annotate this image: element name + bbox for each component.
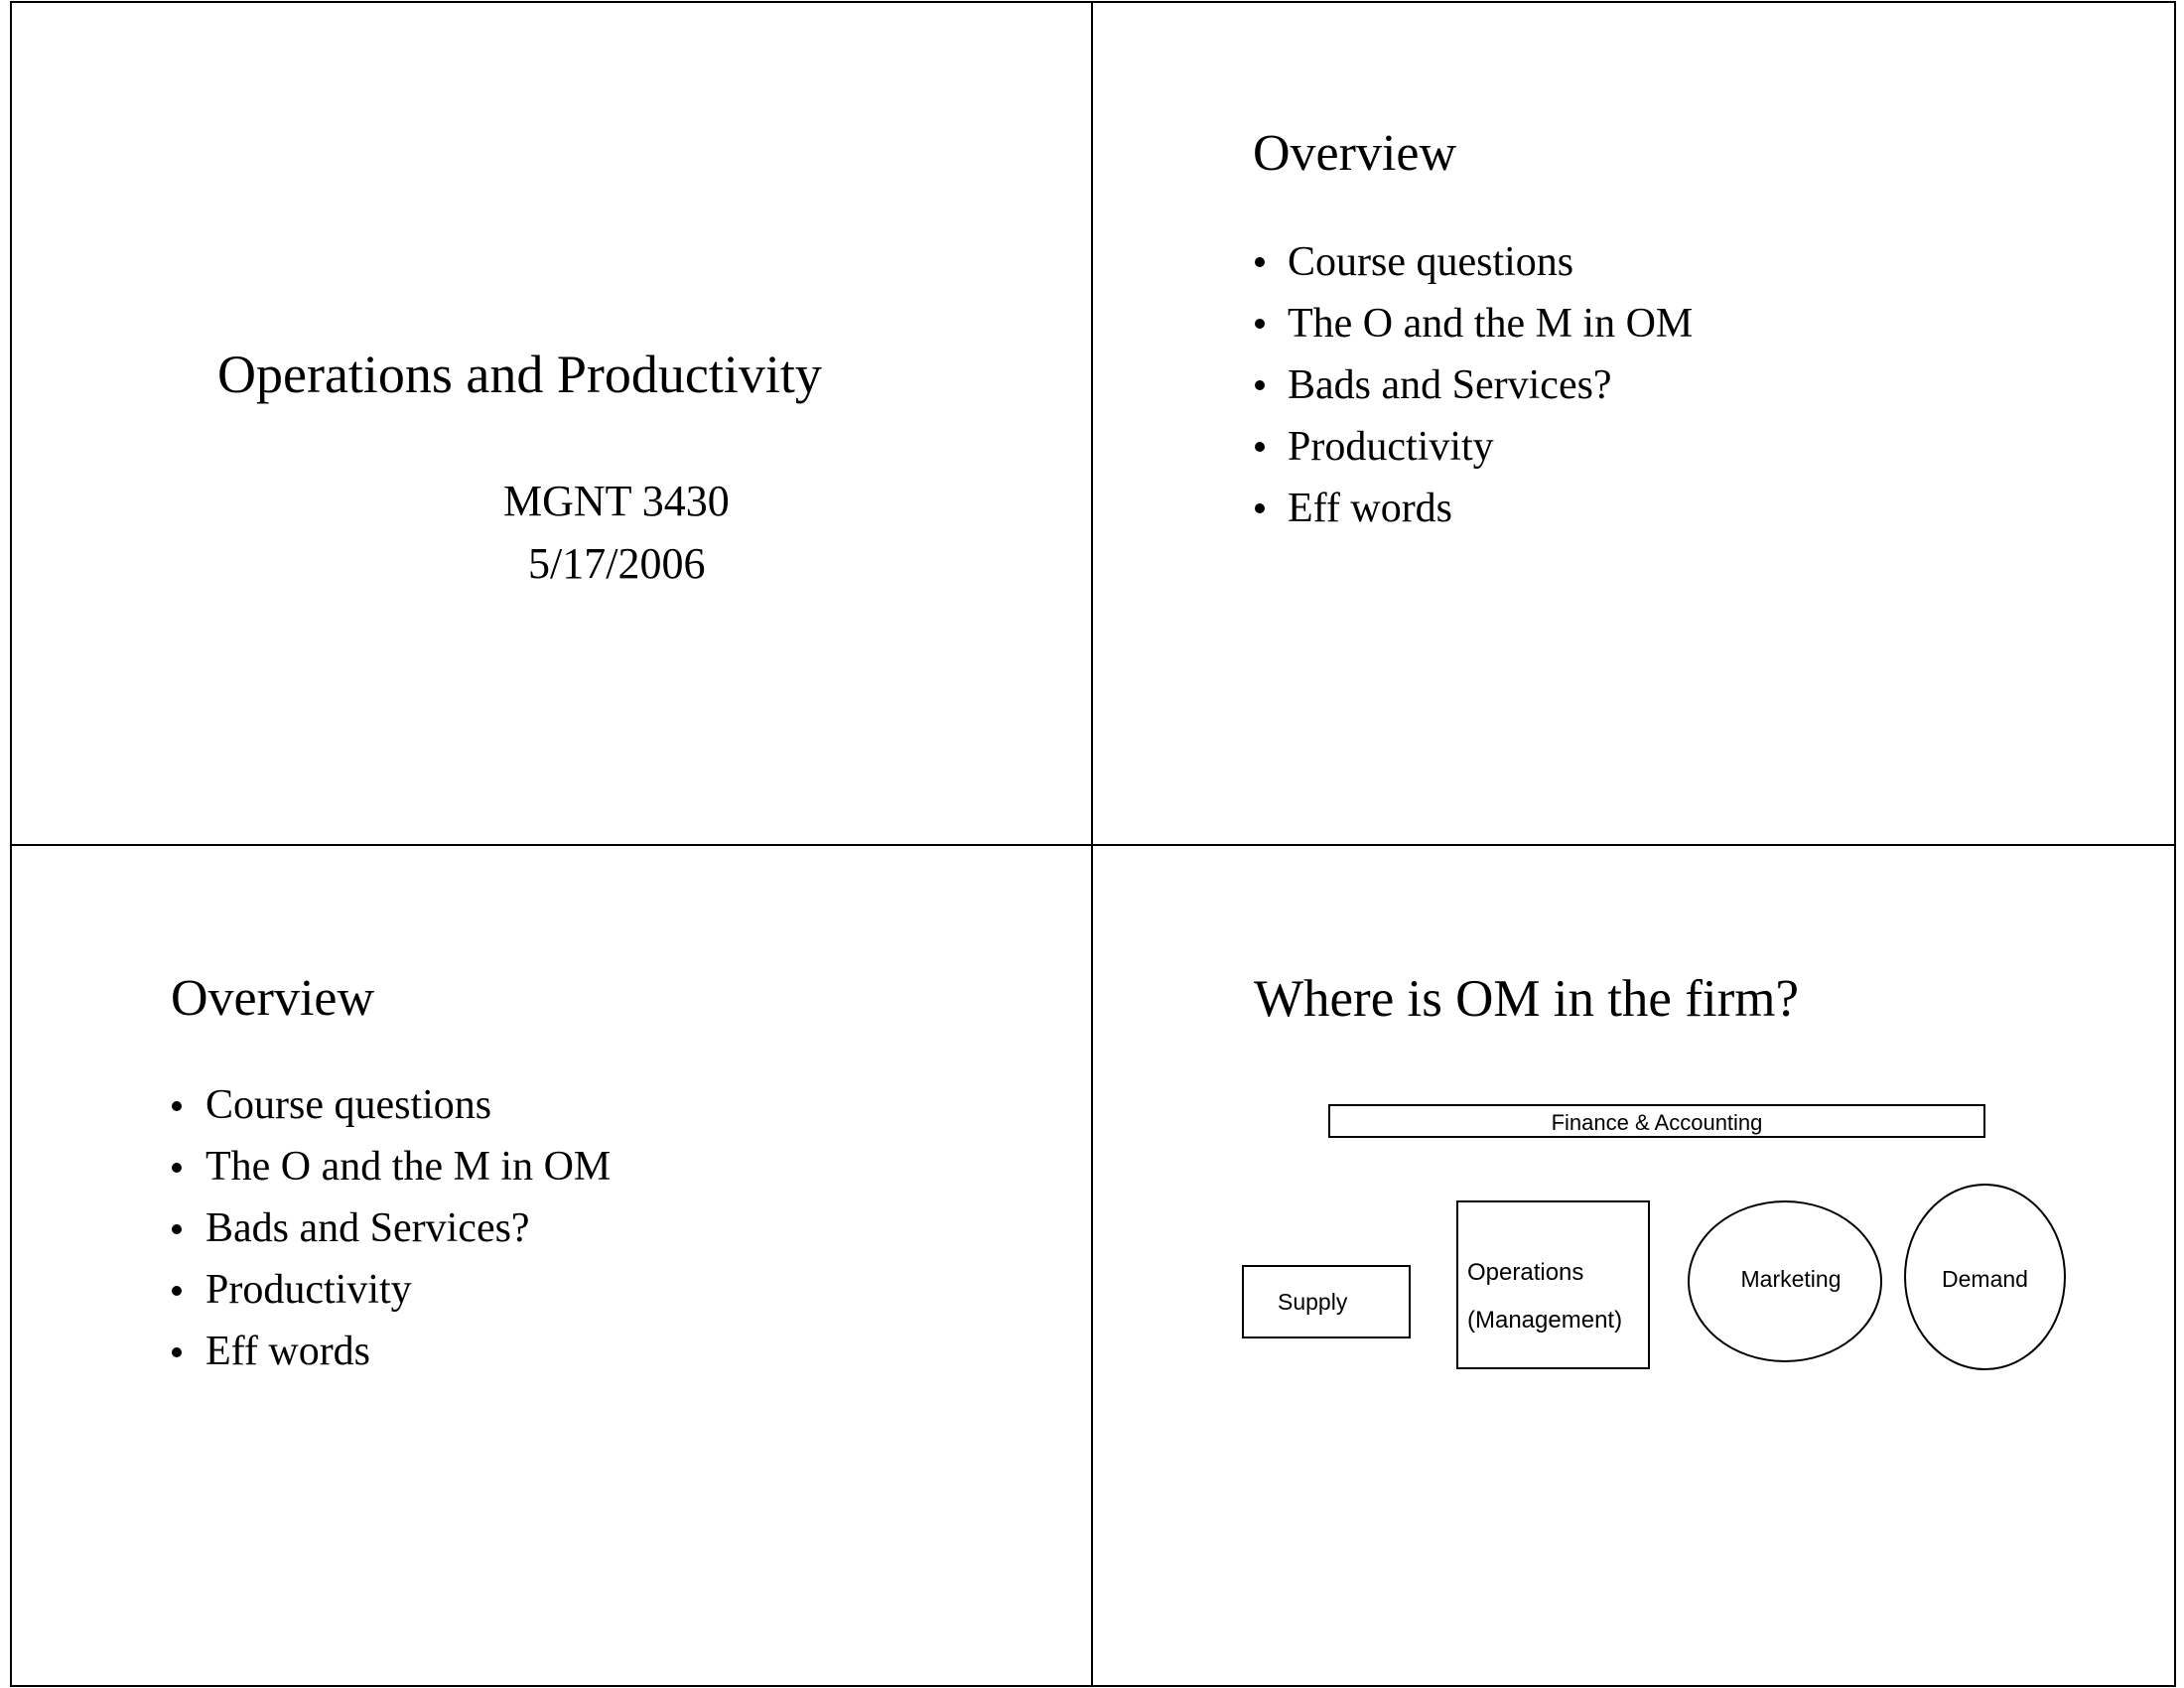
list-item: Eff words xyxy=(1288,486,1453,531)
demand-label: Demand xyxy=(1942,1266,2028,1292)
bullet-icon xyxy=(172,1347,182,1357)
list-item: Bads and Services? xyxy=(1288,362,1612,408)
list-item: The O and the M in OM xyxy=(1288,301,1694,347)
demand-ellipse xyxy=(1904,1184,2066,1370)
marketing-ellipse xyxy=(1688,1200,1882,1362)
slide-2-heading: Overview xyxy=(1253,125,1457,182)
bullet-icon xyxy=(1255,319,1265,329)
list-item: Productivity xyxy=(1288,424,1494,470)
bullet-icon xyxy=(172,1224,182,1234)
bullet-icon xyxy=(172,1286,182,1296)
operations-label: Operations xyxy=(1467,1259,1584,1286)
slide-1-heading: Operations and Productivity xyxy=(217,345,822,404)
course-code: MGNT 3430 xyxy=(503,477,730,525)
lecture-date: 5/17/2006 xyxy=(528,539,706,588)
list-item: Productivity xyxy=(205,1267,412,1313)
bullet-icon xyxy=(1255,257,1265,267)
supply-box xyxy=(1242,1265,1411,1338)
slide-3-heading: Overview xyxy=(171,970,375,1027)
management-label: (Management) xyxy=(1467,1307,1623,1334)
list-item: Course questions xyxy=(1288,239,1574,285)
bullet-icon xyxy=(172,1163,182,1173)
supply-label: Supply xyxy=(1278,1289,1348,1315)
finance-accounting-box xyxy=(1328,1104,1985,1138)
finance-accounting-label: Finance & Accounting xyxy=(1551,1110,1763,1135)
bullet-icon xyxy=(1255,503,1265,513)
bullet-icon xyxy=(1255,442,1265,452)
operations-box xyxy=(1456,1200,1650,1369)
list-item: Course questions xyxy=(205,1082,492,1128)
list-item: Eff words xyxy=(205,1329,371,1374)
list-item: Bads and Services? xyxy=(205,1205,530,1251)
marketing-label: Marketing xyxy=(1740,1266,1842,1292)
horizontal-divider xyxy=(10,844,2176,846)
slide-4-heading: Where is OM in the firm? xyxy=(1254,970,1799,1028)
bullet-icon xyxy=(172,1101,182,1111)
bullet-icon xyxy=(1255,380,1265,390)
list-item: The O and the M in OM xyxy=(205,1144,612,1190)
